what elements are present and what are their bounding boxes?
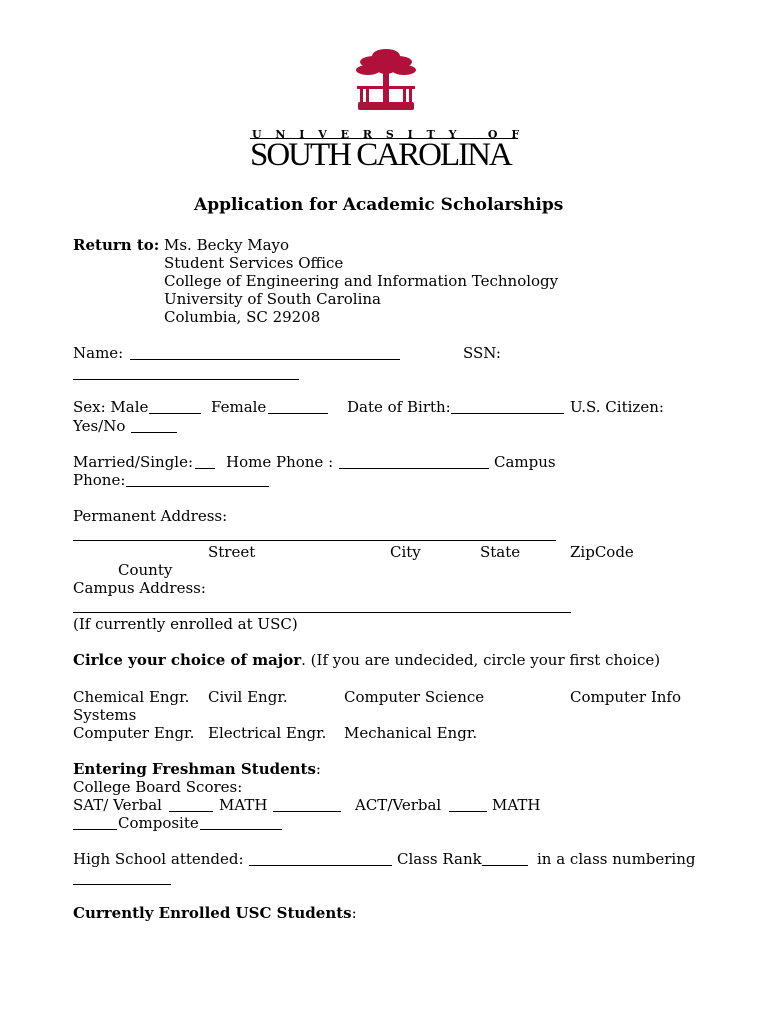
logo-south-carolina: SOUTH CAROLINA <box>250 137 511 173</box>
sat-verbal-field[interactable] <box>169 811 213 812</box>
name-label: Name: <box>73 344 124 362</box>
sat-math-field[interactable] <box>273 811 341 812</box>
college-board-label: College Board Scores: <box>73 778 243 796</box>
major-heading-line <box>73 651 660 669</box>
married-label: Married/Single: <box>73 453 194 471</box>
dob-field[interactable] <box>451 413 564 414</box>
act-verbal-field[interactable] <box>449 811 487 812</box>
female-field[interactable] <box>268 413 328 414</box>
sat-math-label: MATH <box>219 796 268 814</box>
high-school-label: High School attended: <box>73 850 244 868</box>
street-caption: Street <box>208 543 256 561</box>
class-numbering-label: in a class numbering <box>537 850 696 868</box>
class-rank-label: Class Rank <box>397 850 482 868</box>
composite-label: Composite <box>118 814 199 832</box>
campus-address-field[interactable] <box>73 612 571 613</box>
major-heading: Cirlce your choice of major <box>73 651 302 669</box>
act-verbal-label: ACT/Verbal <box>355 796 442 814</box>
major-option[interactable]: Computer Info <box>570 688 682 706</box>
ssn-field[interactable] <box>73 379 299 380</box>
home-phone-field[interactable] <box>339 468 489 469</box>
page-title: Application for Academic Scholarships <box>194 195 564 215</box>
female-label: Female <box>211 398 267 416</box>
permanent-address-field[interactable] <box>73 540 556 541</box>
freshman-heading-line <box>73 760 321 778</box>
married-field[interactable] <box>195 468 215 469</box>
sex-male-field[interactable] <box>149 413 201 414</box>
current-heading: Currently Enrolled USC Students <box>73 904 352 922</box>
major-option[interactable]: Computer Engr. <box>73 724 195 742</box>
dob-label: Date of Birth: <box>347 398 451 416</box>
campus-phone-field[interactable] <box>126 486 269 487</box>
act-math-label: MATH <box>492 796 541 814</box>
freshman-colon: : <box>315 760 321 778</box>
county-caption: County <box>118 561 173 579</box>
class-numbering-field[interactable] <box>73 884 171 885</box>
city-caption: City <box>390 543 421 561</box>
major-option[interactable]: Civil Engr. <box>208 688 288 706</box>
current-heading-line <box>73 904 357 922</box>
major-option[interactable]: Mechanical Engr. <box>344 724 478 742</box>
return-line: College of Engineering and Information Technology <box>164 272 559 290</box>
ssn-label: SSN: <box>463 344 501 362</box>
name-field[interactable] <box>130 359 400 360</box>
citizen-field[interactable] <box>131 432 177 433</box>
act-math-field[interactable] <box>73 829 117 830</box>
major-option[interactable]: Electrical Engr. <box>208 724 327 742</box>
citizen-label: U.S. Citizen: <box>570 398 664 416</box>
sat-verbal-label: SAT/ Verbal <box>73 796 162 814</box>
logo-university-of: U N I V E R S I T Y O F <box>252 128 525 141</box>
return-line: Columbia, SC 29208 <box>164 308 321 326</box>
current-colon: : <box>351 904 357 922</box>
return-line: University of South Carolina <box>164 290 381 308</box>
campus-label: Campus <box>494 453 556 471</box>
high-school-field[interactable] <box>249 865 392 866</box>
campus-phone-label: Phone: <box>73 471 126 489</box>
major-option[interactable]: Chemical Engr. <box>73 688 190 706</box>
class-rank-field[interactable] <box>482 865 528 866</box>
major-option-continued[interactable]: Systems <box>73 706 137 724</box>
campus-address-label: Campus Address: <box>73 579 206 597</box>
state-caption: State <box>480 543 521 561</box>
yesno-label: Yes/No <box>73 417 126 435</box>
return-to-label: Return to: <box>73 236 160 254</box>
home-phone-label: Home Phone : <box>226 453 334 471</box>
zipcode-caption: ZipCode <box>570 543 634 561</box>
freshman-heading: Entering Freshman Students <box>73 760 316 778</box>
sex-male-label: Sex: Male <box>73 398 149 416</box>
major-option[interactable]: Computer Science <box>344 688 485 706</box>
permanent-address-label: Permanent Address: <box>73 507 228 525</box>
composite-field[interactable] <box>200 829 282 830</box>
enrolled-note: (If currently enrolled at USC) <box>73 615 298 633</box>
return-line: Ms. Becky Mayo <box>164 236 290 254</box>
return-line: Student Services Office <box>164 254 344 272</box>
major-note: . (If you are undecided, circle your first choice) <box>301 651 661 669</box>
